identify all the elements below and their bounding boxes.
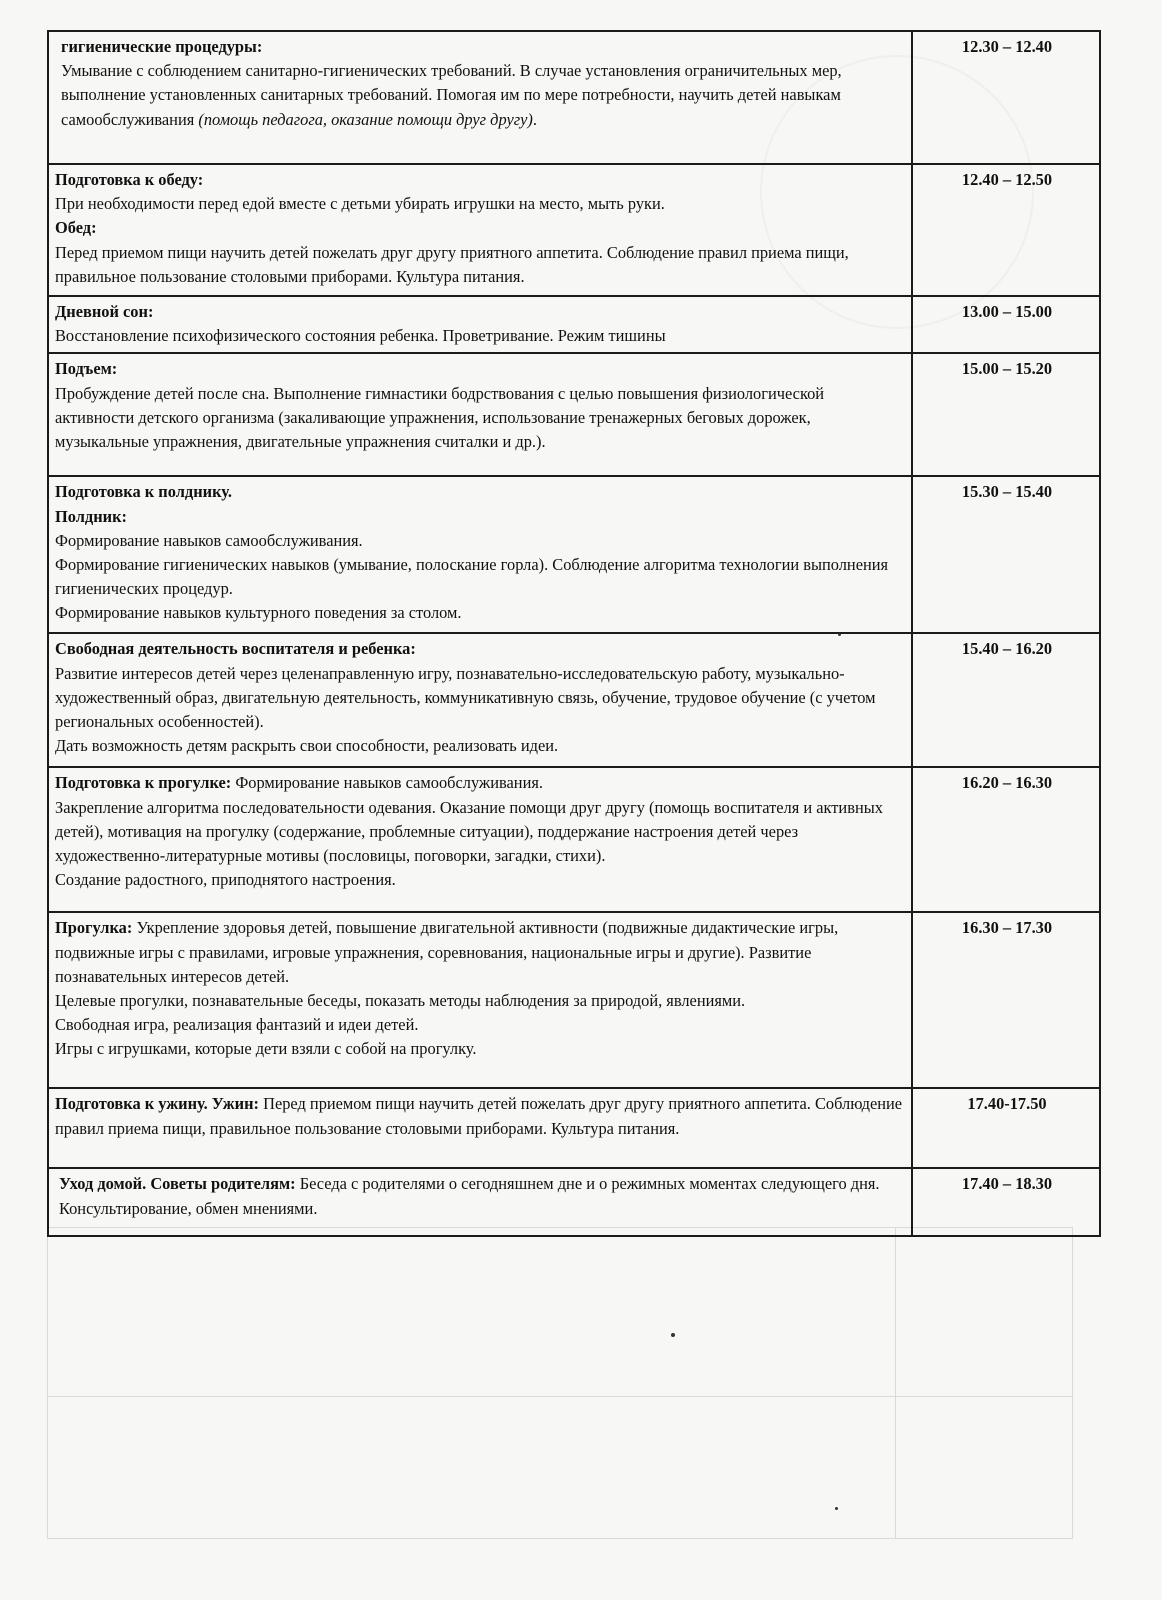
activity-cell: [48, 353, 912, 476]
time-cell: 16.20 – 16.30: [912, 767, 1100, 912]
activity-description: Перед приемом пищи научить детей пожелать друг другу приятного аппетита. Соблюдение правил приема пищи, правильное пользование столовыми приборами. Культура питания.: [55, 242, 849, 286]
time-cell: 12.30 – 12.40: [912, 31, 1100, 164]
activity-title: Подъем:: [55, 359, 118, 379]
activity-title: Свободная деятельность воспитателя и ребенка:: [55, 639, 416, 659]
time-cell: 12.40 – 12.50: [912, 164, 1100, 296]
activity-cell: [48, 476, 912, 633]
schedule-row: [48, 1088, 1100, 1168]
activity-inline-text: Беседа с родителями о сегодняшнем дне и о режимных моментах следующего дня. Консультирование, обмен мнениями.: [59, 1174, 880, 1218]
activity-cell: [48, 633, 912, 767]
activity-title: Подготовка к полднику.: [55, 482, 232, 502]
activity-cell: [48, 1168, 912, 1236]
activity-inline-text: Формирование навыков самообслуживания.: [231, 773, 543, 793]
time-cell: 15.40 – 16.20: [912, 633, 1100, 767]
activity-title: Уход домой. Советы родителям:: [59, 1174, 296, 1194]
activity-title: Дневной сон:: [55, 302, 154, 321]
activity-cell: [48, 164, 912, 296]
time-cell: 13.00 – 15.00: [912, 296, 1100, 353]
activity-cell: [48, 912, 912, 1088]
activity-cell: [48, 1088, 912, 1168]
schedule-row: [48, 31, 1100, 164]
scan-speck: [671, 1333, 675, 1337]
schedule-row: [48, 296, 1100, 353]
time-cell: 17.40 – 18.30: [912, 1168, 1100, 1236]
activity-subtitle: Полдник:: [55, 506, 128, 526]
activity-line: Игры с игрушками, которые дети взяли с собой на прогулку.: [55, 1039, 477, 1059]
time-cell: 15.30 – 15.40: [912, 476, 1100, 633]
activity-line: Целевые прогулки, познавательные беседы, показать методы наблюдения за природой, явлениями.: [55, 991, 746, 1011]
schedule-row: [48, 1168, 1100, 1236]
activity-description-end: .: [532, 109, 537, 129]
activity-line: Формирование навыков самообслуживания.: [55, 530, 363, 550]
activity-line: Свободная игра, реализация фантазий и идеи детей.: [55, 1015, 419, 1035]
activity-line: Развитие интересов детей через целенаправленную игру, познавательно-исследовательскую работу, музыкально-художественный образ, двигательную деятельность, коммуникативную связь, обучение, трудовое обучение (с учетом региональных особенностей).: [55, 663, 876, 732]
schedule-row: [48, 164, 1100, 296]
time-cell: 15.00 – 15.20: [912, 353, 1100, 476]
activity-line: Дать возможность детям раскрыть свои способности, реализовать идеи.: [55, 736, 559, 756]
activity-title: Прогулка:: [55, 918, 133, 938]
schedule-row: [48, 476, 1100, 633]
scan-speck: [838, 633, 841, 636]
time-cell: 17.40-17.50: [912, 1088, 1100, 1168]
activity-line: Формирование навыков культурного поведения за столом.: [55, 603, 462, 623]
schedule-row: [48, 767, 1100, 912]
activity-title: Подготовка к прогулке:: [55, 773, 232, 793]
activity-description: При необходимости перед едой вместе с детьми убирать игрушки на место, мыть руки.: [55, 194, 665, 214]
activity-title: Подготовка к ужину. Ужин:: [55, 1094, 260, 1114]
activity-line: Формирование гигиенических навыков (умывание, полоскание горла). Соблюдение алгоритма технологии выполнения гигиенических процедур.: [55, 555, 889, 599]
activity-inline-text: Укрепление здоровья детей, повышение двигательной активности (подвижные дидактические игры, подвижные игры с правилами, игровые упражнения, соревнования, национальные игры и другие). Развитие познавательных интересов детей.: [55, 918, 839, 986]
activity-description: Умывание с соблюдением санитарно-гигиенических требований. В случае установления ограничительных мер, выполнение установленных санитарных требований. Помогая им по мере потребности, научить детей навыкам самообслуживания: [61, 61, 842, 129]
activity-subtitle: Обед:: [55, 218, 97, 238]
schedule-table: [47, 30, 1101, 1237]
activity-description: Восстановление психофизического состояния ребенка. Проветривание. Режим тишины: [55, 326, 666, 346]
activity-cell: [48, 31, 912, 164]
activity-cell: [48, 296, 912, 353]
activity-title: Подготовка к обеду:: [55, 170, 204, 189]
activity-inline-text: Перед приемом пищи научить детей пожелать друг другу приятного аппетита. Соблюдение правил приема пищи, правильное пользование столовыми приборами. Культура питания.: [55, 1094, 903, 1138]
schedule-row: [48, 353, 1100, 476]
activity-cell: [48, 767, 912, 912]
activity-line: Закрепление алгоритма последовательности одевания. Оказание помощи друг другу (помощь воспитателя и активных детей), мотивация на прогулку (содержание, проблемные ситуации), поддержание настроения детей через художественно-литературные мотивы (пословицы, поговорки, загадки, стихи).: [55, 797, 883, 866]
activity-line: Создание радостного, приподнятого настроения.: [55, 870, 396, 890]
scan-speck: [835, 1507, 838, 1510]
activity-title: гигиенические процедуры:: [61, 37, 263, 56]
schedule-row: [48, 912, 1100, 1088]
time-cell: 16.30 – 17.30: [912, 912, 1100, 1088]
schedule-row: [48, 633, 1100, 767]
activity-description-italic: (помощь педагога, оказание помощи друг другу): [198, 109, 533, 129]
reverse-table-bleed-through: [47, 1227, 1073, 1539]
activity-description: Пробуждение детей после сна. Выполнение гимнастики бодрствования с целью повышения физиологической активности детского организма (закаливающие упражнения, использование тренажерных беговых дорожек, музыкальные упражнения, двигательные упражнения считалки и др.).: [55, 383, 825, 452]
